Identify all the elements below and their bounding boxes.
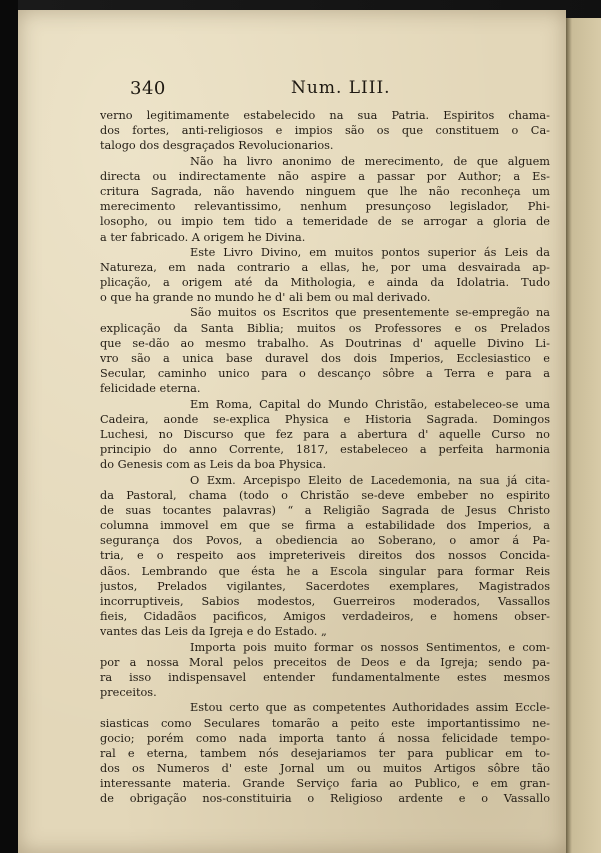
text-line: São muitos os Escritos que presentemente se-empregão na <box>190 306 550 320</box>
text-line: dãos. Lembrando que ésta he a Escola singular para formar Reis <box>100 564 550 578</box>
text-line: Estou certo que as competentes Authoridades assim Eccle- <box>190 701 550 715</box>
text-line: Importa pois muito formar os nossos Sentimentos, e com- <box>190 640 550 654</box>
text-line: ra isso indispensavel entender fundamentalmente estes mesmos <box>100 670 550 684</box>
text-line: talogo dos desgraçados Revolucionarios. <box>100 139 334 153</box>
text-line: columna immovel em que se firma a estabilidade dos Imperios, a <box>100 519 550 533</box>
text-line: o que ha grande no mundo he d' ali bem ou mal derivado. <box>100 291 431 305</box>
text-line: Luchesi, no Discurso que fez para a abertura d' aquelle Curso no <box>100 427 550 441</box>
text-line: Este Livro Divino, em muitos pontos superior ás Leis da <box>190 245 550 259</box>
adjacent-page-edge <box>566 18 601 853</box>
text-line: merecimento relevantissimo, nenhum presunçoso legislador, Phi- <box>100 200 550 214</box>
text-line: losopho, ou impio tem tido a temeridade de se arrogar a gloria de <box>100 215 550 229</box>
paragraph <box>100 473 550 640</box>
page <box>18 10 566 853</box>
text-line: dos fortes, anti-religiosos e impios são os que constituem o Ca- <box>100 124 550 138</box>
text-line: explicação da Santa Biblia; muitos os Professores e os Prelados <box>100 321 550 335</box>
text-line: dos os Numeros d' este Jornal um ou muitos Artigos sôbre tão <box>100 762 550 776</box>
text-line: vro são a unica base duravel dos dois Imperios, Ecclesiastico e <box>100 352 550 365</box>
text-line: incorruptiveis, Sabios modestos, Guerreiros moderados, Vassallos <box>100 595 550 608</box>
text-line: justos, Prelados vigilantes, Sacerdotes exemplares, Magistrados <box>100 579 550 593</box>
text-line: ral e eterna, tambem nós desejariamos ter para publicar em to- <box>100 746 550 760</box>
text-line: preceitos. <box>100 686 157 700</box>
text-line: do Genesis com as Leis da boa Physica. <box>100 458 327 472</box>
body-text <box>100 108 550 807</box>
text-line: da Pastoral, chama (todo o Christão se-deve embeber no espirito <box>100 488 550 502</box>
page-number: 340 <box>130 78 166 99</box>
running-head: Num. LIII. <box>291 78 391 98</box>
text-line: de obrigação nos-constituiria o Religioso ardente e o Vassallo <box>100 792 550 806</box>
text-line: Em Roma, Capital do Mundo Christão, estabeleceo-se uma <box>190 397 550 411</box>
paragraph <box>100 245 550 306</box>
text-line: Natureza, em nada contrario a ellas, he, por uma desvairada ap- <box>100 260 550 274</box>
text-line: plicação, a origem até da Mithologia, e ainda da Idolatria. Tudo <box>100 276 550 290</box>
text-line: Secular, caminho unico para o descanço sôbre a Terra e para a <box>100 367 550 381</box>
paragraph <box>100 700 550 806</box>
paragraph <box>100 154 550 245</box>
text-line: de suas tocantes palavras) “ a Religião Sagrada de Jesus Christo <box>100 503 550 517</box>
text-line: directa ou indirectamente não aspire a passar por Author; a Es- <box>100 169 550 183</box>
text-line: gocio; porém como nada importa tanto á nossa felicidade tempo- <box>100 731 550 745</box>
paragraph <box>100 640 550 701</box>
text-line: critura Sagrada, não havendo ninguem que lhe não reconheça um <box>100 184 550 198</box>
paragraph <box>100 397 550 473</box>
text-line: principio do anno Corrente, 1817, estabeleceo a perfeita harmonia <box>100 443 550 457</box>
paragraph <box>100 108 550 154</box>
text-line: que se-dão ao mesmo trabalho. As Doutrinas d' aquelle Divino Li- <box>100 336 550 350</box>
page-header <box>18 78 566 102</box>
text-line: Cadeira, aonde se-explica Physica e Historia Sagrada. Domingos <box>100 412 550 426</box>
text-line: fieis, Cidadãos pacificos, Amigos verdadeiros, e homens obser- <box>100 610 550 624</box>
text-line: verno legitimamente estabelecido na sua Patria. Espiritos chama- <box>100 109 550 122</box>
text-line: vantes das Leis da Igreja e do Estado. „ <box>100 625 327 639</box>
text-line: O Exm. Arcepispo Eleito de Lacedemonia, na sua já cita- <box>190 473 550 487</box>
text-line: interessante materia. Grande Serviço faria ao Publico, e em gran- <box>100 777 550 791</box>
binding-gutter <box>0 0 18 853</box>
text-line: por a nossa Moral pelos preceitos de Deos e da Igreja; sendo pa- <box>100 655 550 669</box>
text-line: segurança dos Povos, a obediencia ao Soberano, o amor á Pa- <box>100 534 550 548</box>
text-line: Não ha livro anonimo de merecimento, de que alguem <box>190 154 550 168</box>
text-line: siasticas como Seculares tomarão a peito este importantissimo ne- <box>100 716 550 730</box>
text-line: tria, e o respeito aos impreteriveis direitos dos nossos Concida- <box>100 549 550 563</box>
text-line: felicidade eterna. <box>100 382 201 396</box>
paragraph <box>100 305 550 396</box>
text-line: a ter fabricado. A origem he Divina. <box>100 230 306 244</box>
